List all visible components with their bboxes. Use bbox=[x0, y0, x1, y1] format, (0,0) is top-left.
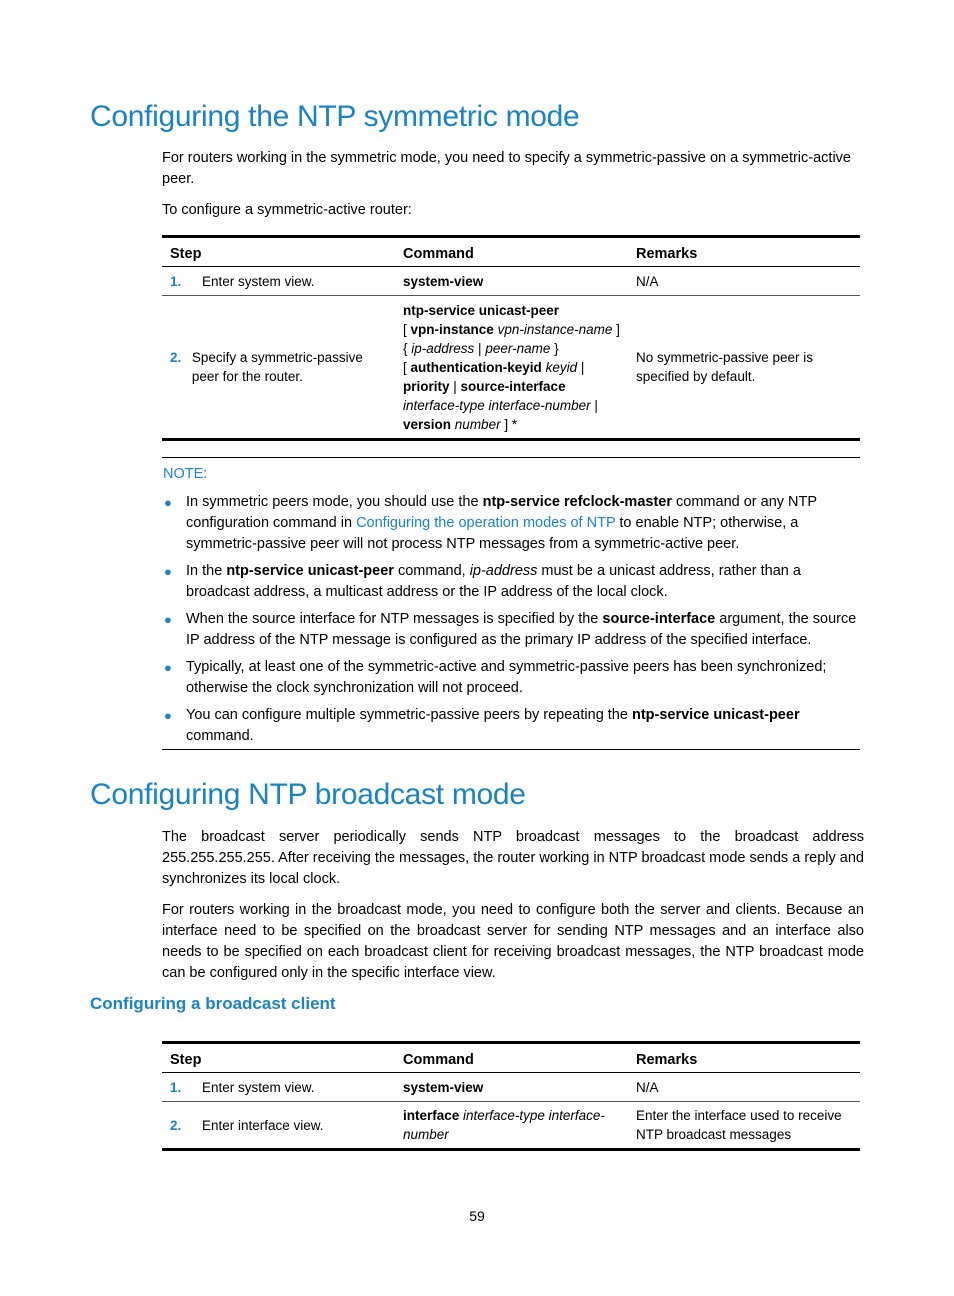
page-number: 59 bbox=[469, 1208, 485, 1224]
list-item: ● In the ntp-service unicast-peer command, ip-address must be a unicast address, rather than a broadcast address, a multicast address or the IP address of the local clock. bbox=[164, 563, 801, 600]
bullet-icon: ● bbox=[164, 612, 172, 627]
command-text: ntp-service unicast-peer [ vpn-instance vpn-instance-name ] { ip-address | peer-name } [ authentication-keyid keyid | priority | source-interface interface-type interface-number | version number ] * bbox=[403, 302, 620, 432]
section-title-broadcast: Configuring NTP broadcast mode bbox=[90, 778, 526, 811]
remarks-text: No symmetric-passive peer is specified by default. bbox=[636, 350, 814, 384]
col-command: Command bbox=[395, 1043, 628, 1073]
step-number: 1. bbox=[170, 1079, 182, 1095]
command-text: interface interface-type interface-number bbox=[403, 1108, 605, 1142]
remarks-text: N/A bbox=[628, 267, 860, 296]
bullet-icon: ● bbox=[164, 495, 172, 510]
list-item: ● You can configure multiple symmetric-passive peers by repeating the ntp-service unicast-peer command. bbox=[164, 707, 800, 744]
col-remarks: Remarks bbox=[628, 1043, 860, 1073]
list-item: ● Typically, at least one of the symmetric-active and symmetric-passive peers has been synchronized; otherwise the clock synchronization will not proceed. bbox=[164, 659, 827, 696]
step-text: Enter interface view. bbox=[202, 1117, 324, 1133]
table-row bbox=[162, 267, 860, 296]
list-item: ● When the source interface for NTP messages is specified by the source-interface argument, the source IP address of the NTP message is configured as the primary IP address of the specified interface. bbox=[164, 611, 857, 648]
bullet-icon: ● bbox=[164, 660, 172, 675]
command-text: system-view bbox=[403, 1079, 484, 1095]
bullet-icon: ● bbox=[164, 564, 172, 579]
subsection-title-broadcast-client: Configuring a broadcast client bbox=[90, 994, 336, 1013]
col-step: Step bbox=[162, 1043, 395, 1073]
note-list bbox=[162, 492, 860, 753]
operation-modes-link[interactable]: Configuring the operation modes of NTP bbox=[356, 515, 616, 531]
remarks-text: Enter the interface used to receive NTP broadcast messages bbox=[636, 1108, 842, 1142]
remarks-text: N/A bbox=[628, 1073, 860, 1102]
broadcast-steps-table bbox=[162, 1041, 860, 1151]
table-row bbox=[162, 296, 860, 440]
col-remarks: Remarks bbox=[628, 237, 860, 267]
bullet-icon: ● bbox=[164, 708, 172, 723]
broadcast-para-2: For routers working in the broadcast mode, you need to configure both the server and clients. Because an interface need to be specified on the broadcast server for sending NTP messages and an interface also needs to be specified on each broadcast client for receiving broadcast messages, the NTP broadcast mode can be configured only in the specific interface view. bbox=[162, 902, 864, 981]
step-number: 1. bbox=[170, 273, 182, 289]
step-number: 2. bbox=[170, 350, 182, 365]
note-label: NOTE: bbox=[163, 466, 208, 482]
table-row bbox=[162, 1073, 860, 1102]
symmetric-lead: To configure a symmetric-active router: bbox=[162, 202, 412, 218]
broadcast-para-1: The broadcast server periodically sends NTP broadcast messages to the broadcast address 255.255.255.255. After receiving the messages, the router working in NTP broadcast mode sends a reply and synchronizes its local clock. bbox=[162, 829, 864, 887]
step-text: Specify a symmetric-passive peer for the router. bbox=[191, 350, 363, 384]
step-number: 2. bbox=[170, 1117, 182, 1133]
col-command: Command bbox=[395, 237, 628, 267]
command-text: system-view bbox=[403, 273, 484, 289]
note-box bbox=[162, 457, 860, 750]
symmetric-steps-table bbox=[162, 235, 860, 441]
section-title-symmetric: Configuring the NTP symmetric mode bbox=[90, 100, 580, 133]
table-row bbox=[162, 1102, 860, 1150]
symmetric-intro: For routers working in the symmetric mode, you need to specify a symmetric-passive on a symmetric-active peer. bbox=[162, 150, 851, 187]
step-text: Enter system view. bbox=[202, 1079, 315, 1095]
step-text: Enter system view. bbox=[202, 273, 315, 289]
col-step: Step bbox=[162, 237, 395, 267]
list-item: ● In symmetric peers mode, you should use the ntp-service refclock-master command or any NTP configuration command in Configuring the operation modes of NTP to enable NTP; otherwise, a symmetric-passive peer will not process NTP messages from a symmetric-active peer. bbox=[164, 494, 817, 552]
